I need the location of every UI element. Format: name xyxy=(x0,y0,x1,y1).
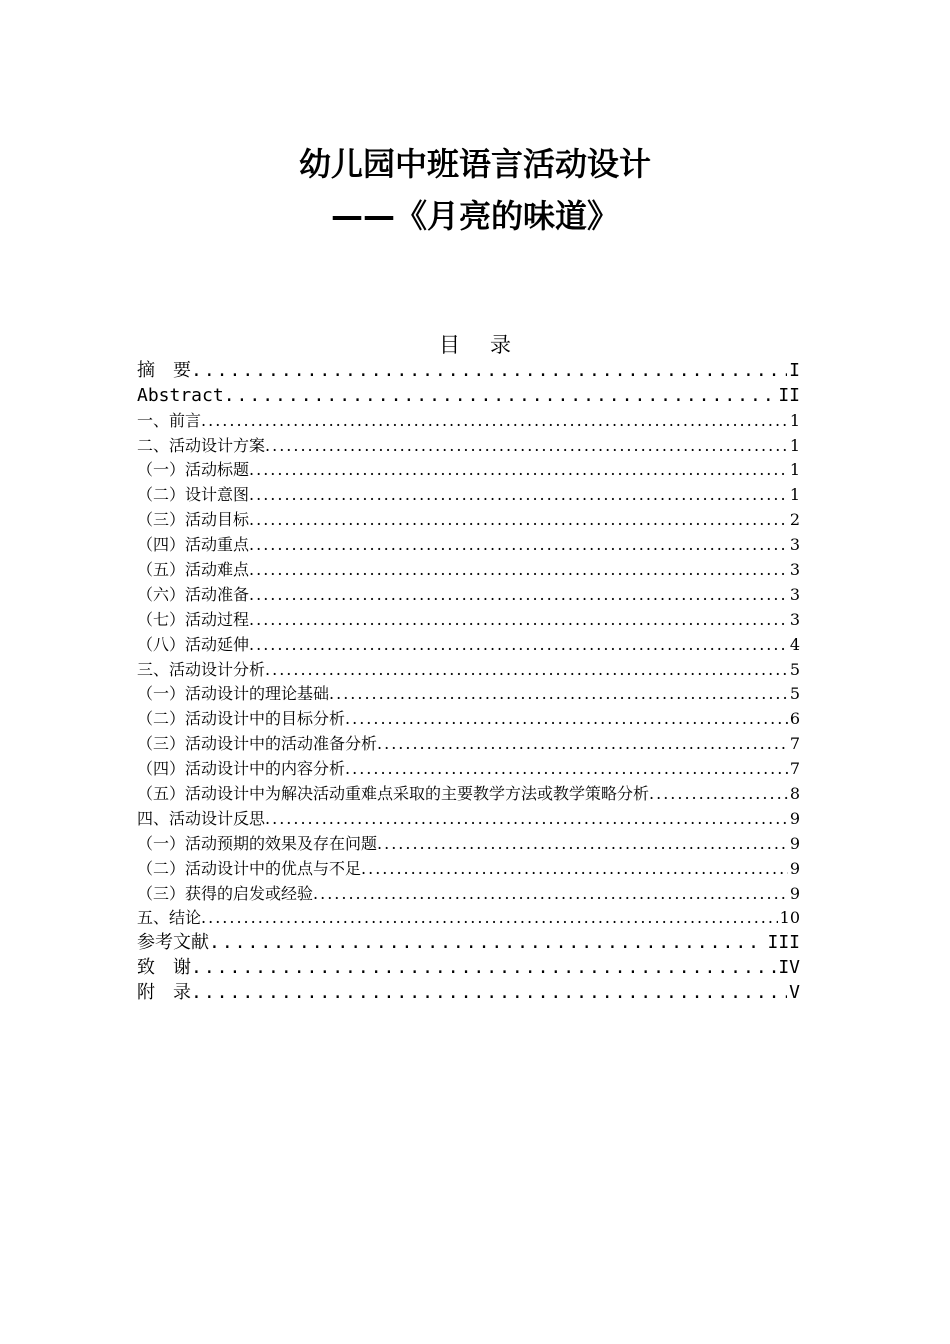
toc-entry[interactable] xyxy=(137,656,800,681)
toc-entry[interactable] xyxy=(137,954,800,979)
toc-entry-label: Abstract xyxy=(137,384,224,406)
toc-entry-page-number: 6 xyxy=(789,709,800,729)
toc-entry[interactable] xyxy=(137,705,800,730)
toc-entry[interactable] xyxy=(137,805,800,830)
toc-entry-page-number: 3 xyxy=(789,560,800,580)
toc-dot-leader xyxy=(345,708,788,730)
toc-entry-page-number: 5 xyxy=(789,684,800,704)
toc-dot-leader xyxy=(249,634,788,656)
toc-dot-leader xyxy=(249,559,788,581)
toc-dot-leader xyxy=(249,534,788,556)
toc-entry[interactable] xyxy=(137,432,800,457)
toc-entry-label: （三）获得的启发或经验 xyxy=(137,883,314,903)
toc-entry-page-number: 3 xyxy=(789,609,800,629)
toc-dot-leader xyxy=(377,733,788,755)
toc-entry-label: （四）活动设计中的内容分析 xyxy=(137,759,346,779)
toc-entry-page-number: 5 xyxy=(789,659,800,679)
toc-dot-leader xyxy=(249,509,788,531)
toc-entry-page-number: V xyxy=(789,982,800,1004)
toc-entry-label: 参考文献 xyxy=(137,932,209,954)
toc-entry-label: 四、活动设计反思 xyxy=(137,808,266,828)
toc-entry-page-number: 9 xyxy=(789,833,800,853)
toc-entry-page-number: 1 xyxy=(789,410,800,430)
toc-entry-label: （五）活动难点 xyxy=(137,560,250,580)
toc-entry[interactable] xyxy=(137,457,800,482)
toc-dot-leader xyxy=(265,659,788,681)
toc-entry-label: （六）活动准备 xyxy=(137,584,250,604)
toc-dot-leader xyxy=(345,758,788,780)
toc-entry[interactable] xyxy=(137,531,800,556)
toc-dot-leader xyxy=(249,609,788,631)
toc-entry[interactable] xyxy=(137,382,800,407)
toc-entry[interactable] xyxy=(137,606,800,631)
document-title xyxy=(0,138,950,242)
toc-dot-leader xyxy=(191,982,787,1004)
toc-dot-leader xyxy=(249,584,788,606)
toc-entry-page-number: 7 xyxy=(789,734,800,754)
toc-entry[interactable] xyxy=(137,506,800,531)
toc-entry-label: （二）活动设计中的目标分析 xyxy=(137,709,346,729)
toc-entry[interactable] xyxy=(137,979,800,1004)
toc-entry-page-number: 3 xyxy=(789,584,800,604)
toc-entry-label: 附 录 xyxy=(137,982,191,1004)
toc-dot-leader xyxy=(313,883,788,905)
toc-dot-leader xyxy=(201,907,778,929)
toc-entry[interactable] xyxy=(137,905,800,930)
toc-dot-leader xyxy=(224,385,777,407)
toc-entry-label: 致 谢 xyxy=(137,957,191,979)
toc-entry[interactable] xyxy=(137,407,800,432)
toc-entry-page-number: 9 xyxy=(789,808,800,828)
toc-entry-page-number: 9 xyxy=(789,858,800,878)
toc-entry[interactable] xyxy=(137,581,800,606)
toc-dot-leader xyxy=(265,808,788,830)
toc-entry[interactable] xyxy=(137,830,800,855)
toc-entry-label: （四）活动重点 xyxy=(137,535,250,555)
toc-entry-label: （一）活动预期的效果及存在问题 xyxy=(137,833,378,853)
table-of-contents xyxy=(137,357,800,1004)
toc-entry-label: （一）活动设计的理论基础 xyxy=(137,684,330,704)
toc-entry-page-number: 1 xyxy=(789,485,800,505)
toc-entry-label: 三、活动设计分析 xyxy=(137,659,266,679)
toc-entry-page-number: 3 xyxy=(789,535,800,555)
toc-entry-page-number: 4 xyxy=(789,634,800,654)
toc-entry-page-number: 8 xyxy=(789,784,800,804)
toc-entry[interactable] xyxy=(137,556,800,581)
toc-entry-label: （二）活动设计中的优点与不足 xyxy=(137,858,362,878)
toc-entry[interactable] xyxy=(137,730,800,755)
toc-entry-page-number: 1 xyxy=(789,435,800,455)
toc-entry-label: （七）活动过程 xyxy=(137,609,250,629)
toc-entry[interactable] xyxy=(137,631,800,656)
toc-dot-leader xyxy=(191,957,776,979)
toc-entry[interactable] xyxy=(137,481,800,506)
toc-entry-label: 二、活动设计方案 xyxy=(137,435,266,455)
toc-dot-leader xyxy=(201,410,788,432)
toc-entry-label: （五）活动设计中为解决活动重难点采取的主要教学方法或教学策略分析 xyxy=(137,784,650,804)
toc-entry-label: （二）设计意图 xyxy=(137,485,250,505)
toc-dot-leader xyxy=(265,435,788,457)
toc-dot-leader xyxy=(329,683,788,705)
toc-entry-label: 一、前言 xyxy=(137,410,202,430)
toc-entry-page-number: III xyxy=(767,932,800,954)
toc-entry[interactable] xyxy=(137,880,800,905)
toc-entry-page-number: 7 xyxy=(789,759,800,779)
toc-dot-leader xyxy=(209,932,765,954)
toc-entry-label: （三）活动目标 xyxy=(137,510,250,530)
toc-entry-page-number: 9 xyxy=(789,883,800,903)
toc-dot-leader xyxy=(377,833,788,855)
document-title-main: 幼儿园中班语言活动设计 xyxy=(298,145,651,183)
toc-entry-page-number: II xyxy=(778,384,800,406)
toc-entry-label: 五、结论 xyxy=(137,908,202,928)
toc-entry-page-number: 10 xyxy=(779,908,800,928)
toc-entry[interactable] xyxy=(137,929,800,954)
toc-dot-leader xyxy=(649,783,788,805)
toc-entry-page-number: I xyxy=(789,359,800,381)
toc-entry[interactable] xyxy=(137,681,800,706)
toc-dot-leader xyxy=(191,360,787,382)
toc-entry-page-number: IV xyxy=(778,957,800,979)
toc-dot-leader xyxy=(249,459,788,481)
document-title-subtitle: ——《月亮的味道》 xyxy=(330,197,619,235)
toc-dot-leader xyxy=(249,484,788,506)
toc-entry-page-number: 2 xyxy=(789,510,800,530)
toc-entry[interactable] xyxy=(137,357,800,382)
toc-entry-page-number: 1 xyxy=(789,460,800,480)
toc-dot-leader xyxy=(361,858,788,880)
toc-heading: 目录 xyxy=(439,333,541,357)
toc-entry[interactable] xyxy=(137,780,800,805)
toc-entry-label: 摘 要 xyxy=(137,359,191,381)
toc-entry-label: （一）活动标题 xyxy=(137,460,250,480)
toc-entry[interactable] xyxy=(137,855,800,880)
toc-entry-label: （三）活动设计中的活动准备分析 xyxy=(137,734,378,754)
toc-entry[interactable] xyxy=(137,755,800,780)
toc-entry-label: （八）活动延伸 xyxy=(137,634,250,654)
